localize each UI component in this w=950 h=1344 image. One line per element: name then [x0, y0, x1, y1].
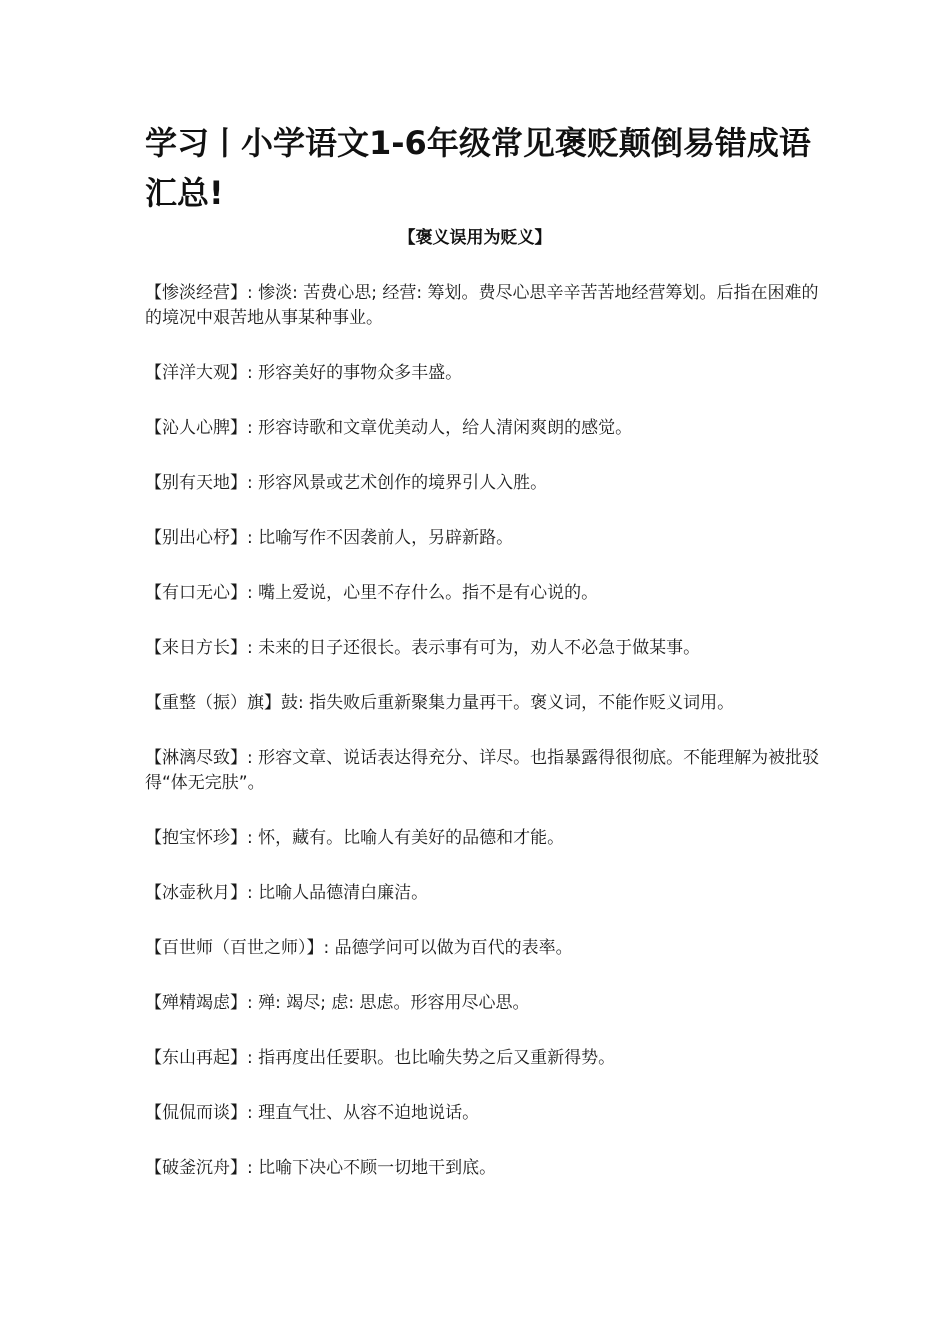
idiom-entry: 【百世师（百世之师）】: 品德学问可以做为百代的表率。 [145, 938, 573, 958]
document-title: 学习丨小学语文1-6年级常见褒贬颠倒易错成语汇总! [145, 124, 811, 212]
idiom-entry: 【东山再起】: 指再度出任要职。也比喻失势之后又重新得势。 [145, 1048, 616, 1068]
idiom-entry: 【洋洋大观】: 形容美好的事物众多丰盛。 [145, 363, 463, 383]
idiom-entry: 【侃侃而谈】: 理直气壮、从容不迫地说话。 [145, 1103, 480, 1123]
idiom-entry: 【别有天地】: 形容风景或艺术创作的境界引人入胜。 [145, 473, 548, 493]
idiom-entry: 【重整（振）旗】鼓: 指失败后重新聚集力量再干。褒义词，不能作贬义词用。 [145, 693, 735, 713]
idiom-entry: 【来日方长】: 未来的日子还很长。表示事有可为，劝人不必急于做某事。 [145, 638, 701, 658]
idiom-entry: 【淋漓尽致】: 形容文章、说话表达得充分、详尽。也指暴露得很彻底。不能理解为被批驳得“体无完肤”。 [145, 748, 820, 793]
idiom-entry: 【有口无心】: 嘴上爱说，心里不存什么。指不是有心说的。 [145, 583, 599, 603]
idiom-entry: 【破釜沉舟】: 比喻下决心不顾一切地干到底。 [145, 1158, 497, 1178]
idiom-list [145, 281, 825, 1211]
idiom-entry: 【抱宝怀珍】: 怀，藏有。比喻人有美好的品德和才能。 [145, 828, 565, 848]
idiom-entry: 【冰壶秋月】: 比喻人品德清白廉洁。 [145, 883, 429, 903]
idiom-entry: 【别出心杼】: 比喻写作不因袭前人，另辟新路。 [145, 528, 514, 548]
section-heading: 【褒义误用为贬义】 [398, 228, 552, 248]
idiom-entry: 【殚精竭虑】: 殚: 竭尽; 虑: 思虑。形容用尽心思。 [145, 993, 530, 1013]
idiom-entry: 【沁人心脾】: 形容诗歌和文章优美动人，给人清闲爽朗的感觉。 [145, 418, 633, 438]
idiom-entry: 【惨淡经营】: 惨淡: 苦费心思; 经营: 筹划。费尽心思辛辛苦苦地经营筹划。后指在困难的的境况中艰苦地从事某种事业。 [145, 283, 819, 328]
